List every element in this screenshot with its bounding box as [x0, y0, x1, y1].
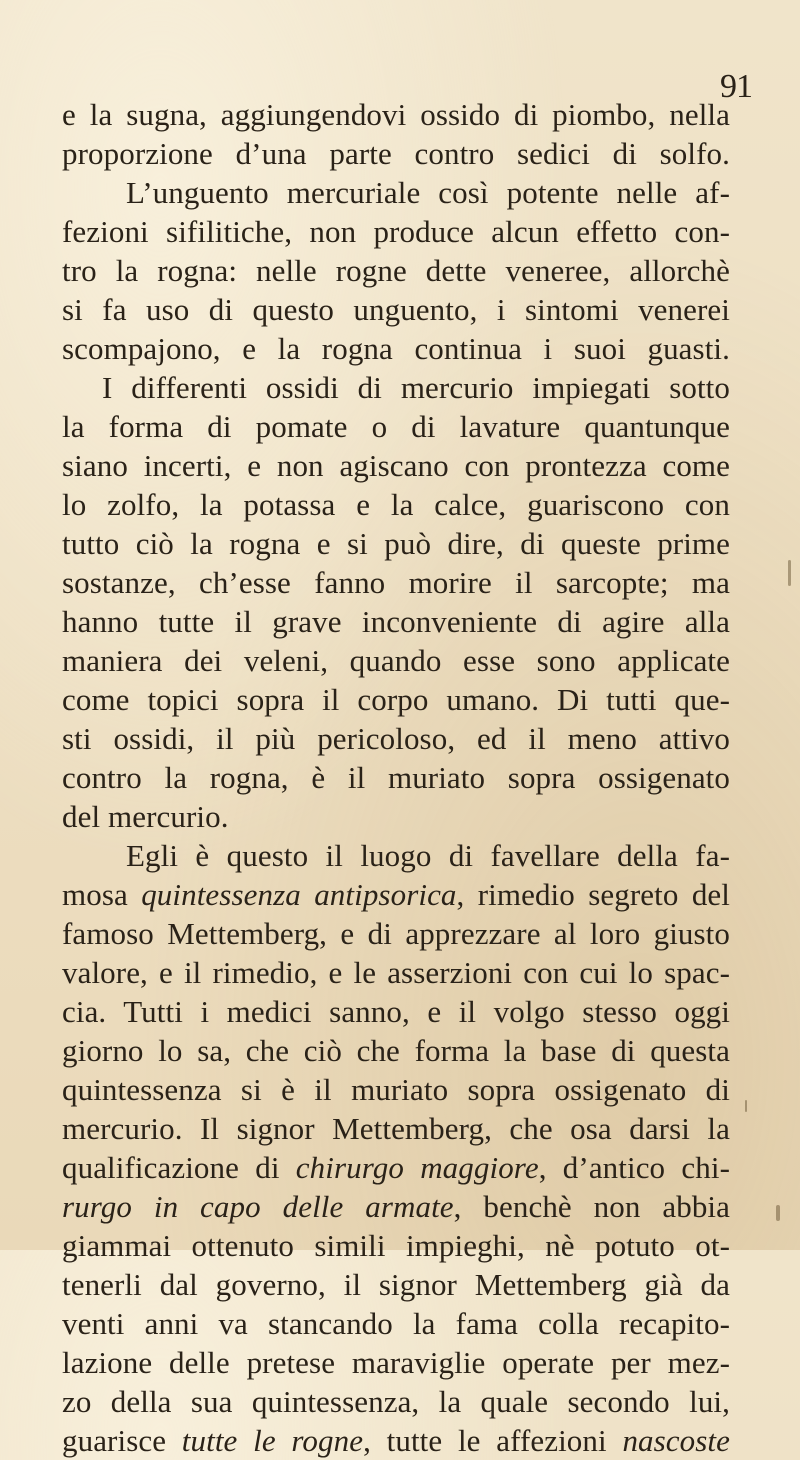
text-line: come topici sopra il corpo umano. Di tutti que- [62, 682, 730, 717]
text-line: contro la rogna, è il muriato sopra ossigenato [62, 760, 730, 795]
text-line: giammai ottenuto simili impieghi, nè potuto ot- [62, 1228, 730, 1263]
text-line: sti ossidi, il più pericoloso, ed il meno attivo [62, 721, 730, 756]
italic-text: rurgo in capo delle armate [62, 1189, 454, 1224]
text-line: cia. Tutti i medici sanno, e il volgo stesso oggi [62, 994, 730, 1029]
text-line: giorno lo sa, che ciò che forma la base di questa [62, 1033, 730, 1068]
italic-text: chirurgo maggiore [295, 1150, 539, 1185]
paper-speck [788, 560, 791, 586]
text-line: valore, e il rimedio, e le asserzioni con cui lo spac- [62, 955, 730, 990]
text-line: lo zolfo, la potassa e la calce, guariscono con [62, 487, 730, 522]
text-line: tutto ciò la rogna e si può dire, di queste prime [62, 526, 730, 561]
text-line [62, 1421, 730, 1460]
text-line: e la sugna, aggiungendovi ossido di piombo, nella [62, 97, 730, 132]
text-line: Egli è questo il luogo di favellare della fa- [126, 838, 730, 873]
text-line: lazione delle pretese maraviglie operate per mez- [62, 1345, 730, 1380]
body-text [62, 95, 730, 1460]
text-run: qualificazione di [62, 1150, 296, 1185]
text-line [62, 875, 730, 914]
text-line: si fa uso di questo unguento, i sintomi venerei [62, 292, 730, 327]
text-line: I differenti ossidi di mercurio impiegati sotto [102, 370, 730, 405]
text-line: quintessenza si è il muriato sopra ossigenato di [62, 1072, 730, 1107]
italic-text: nascoste [622, 1423, 730, 1458]
text-run: guarisce [62, 1423, 182, 1458]
page-number: 91 [720, 68, 752, 105]
italic-text: tutte le rogne [181, 1423, 364, 1458]
paper-speck [776, 1205, 780, 1221]
text-line: sostanze, ch’esse fanno morire il sarcopte; ma [62, 565, 730, 600]
text-line: famoso Mettemberg, e di apprezzare al loro giusto [62, 916, 730, 951]
italic-text: quintessenza antipsorica [141, 877, 457, 912]
text-line: fezioni sifilitiche, non produce alcun effetto con- [62, 214, 730, 249]
text-line: proporzione d’una parte contro sedici di solfo. [62, 136, 730, 171]
text-line: maniera dei veleni, quando esse sono applicate [62, 643, 730, 678]
text-line [62, 1187, 730, 1226]
text-line: del mercurio. [62, 799, 229, 834]
text-run: , benchè non abbia [453, 1189, 730, 1224]
text-line: tenerli dal governo, il signor Mettemberg già da [62, 1267, 730, 1302]
text-line: mercurio. Il signor Mettemberg, che osa darsi la [62, 1111, 730, 1146]
text-line [62, 1148, 730, 1187]
paper-speck [745, 1100, 747, 1112]
text-line: tro la rogna: nelle rogne dette veneree, allorchè [62, 253, 730, 288]
text-line: L’unguento mercuriale così potente nelle af- [126, 175, 730, 210]
text-line: siano incerti, e non agiscano con prontezza come [62, 448, 730, 483]
text-line: scompajono, e la rogna continua i suoi guasti. [62, 331, 730, 366]
text-run: , rimedio segreto del [456, 877, 730, 912]
text-line: venti anni va stancando la fama colla recapito- [62, 1306, 730, 1341]
text-run: mosa [62, 877, 142, 912]
text-run: , tutte le affezioni [363, 1423, 623, 1458]
text-line: zo della sua quintessenza, la quale secondo lui, [62, 1384, 730, 1419]
text-line: la forma di pomate o di lavature quantunque [62, 409, 730, 444]
text-line: hanno tutte il grave inconveniente di agire alla [62, 604, 730, 639]
text-run: , d’antico chi- [538, 1150, 731, 1185]
